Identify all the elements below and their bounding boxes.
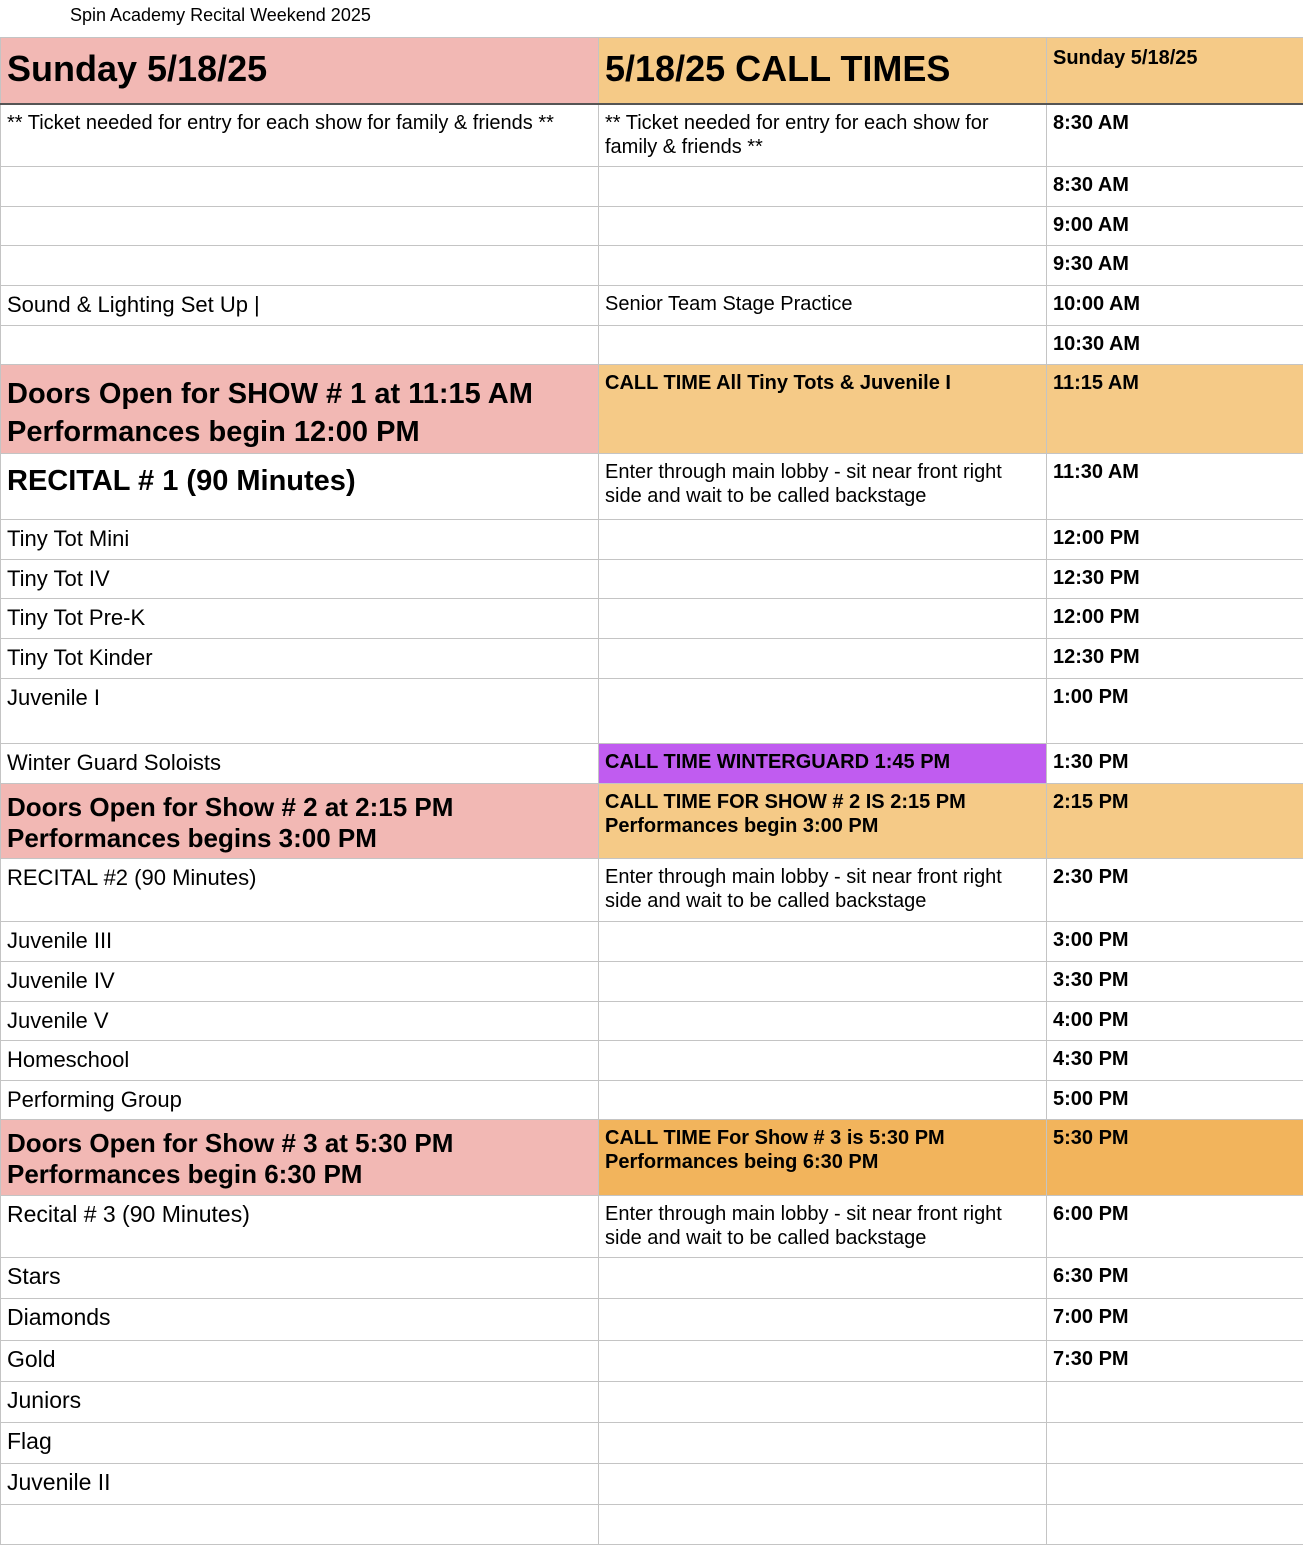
show-3-performances-text: Performances being 6:30 PM	[605, 1150, 1040, 1174]
cell[interactable]: RECITAL #2 (90 Minutes)	[1, 859, 599, 922]
show-3-doors-cell[interactable]	[1, 1120, 599, 1196]
cell[interactable]: Performing Group	[1, 1081, 599, 1120]
table-row	[1, 599, 1303, 639]
cell[interactable]	[1, 246, 599, 286]
time-cell[interactable]: 2:30 PM	[1047, 859, 1303, 922]
time-cell[interactable]: 5:00 PM	[1047, 1081, 1303, 1120]
header-row	[1, 38, 1303, 104]
cell[interactable]: Juniors	[1, 1382, 599, 1423]
show-2-performances-text: Performances begin 3:00 PM	[605, 814, 1040, 838]
show-3-performances-text: Performances begin 6:30 PM	[7, 1159, 592, 1190]
time-cell[interactable]: 8:30 AM	[1047, 104, 1303, 167]
cell[interactable]: ** Ticket needed for entry for each show for family & friends **	[1, 104, 599, 167]
time-cell[interactable]: 7:30 PM	[1047, 1341, 1303, 1382]
cell[interactable]	[1, 207, 599, 246]
sheet-title: Spin Academy Recital Weekend 2025	[70, 4, 371, 36]
time-cell[interactable]	[1047, 1505, 1303, 1545]
cell[interactable]	[599, 1081, 1047, 1120]
cell[interactable]	[1, 167, 599, 207]
header-call-times-cell[interactable]: 5/18/25 CALL TIMES	[599, 38, 1047, 104]
cell[interactable]: ** Ticket needed for entry for each show for family & friends **	[599, 104, 1047, 167]
table-row	[1, 1341, 1303, 1382]
show-1-doors-cell[interactable]	[1, 365, 599, 454]
header-day-cell[interactable]: Sunday 5/18/25	[1, 38, 599, 104]
time-cell[interactable]: 2:15 PM	[1047, 784, 1303, 859]
table-row	[1, 560, 1303, 599]
table-row	[1, 1258, 1303, 1299]
cell[interactable]	[599, 207, 1047, 246]
table-row	[1, 167, 1303, 207]
table-row	[1, 859, 1303, 922]
cell[interactable]: Winter Guard Soloists	[1, 744, 599, 784]
time-cell[interactable]: 9:00 AM	[1047, 207, 1303, 246]
cell[interactable]: Enter through main lobby - sit near front right side and wait to be called backstage	[599, 1196, 1047, 1258]
cell[interactable]: Stars	[1, 1258, 599, 1299]
time-cell[interactable]: 11:30 AM	[1047, 454, 1303, 520]
cell[interactable]: Tiny Tot IV	[1, 560, 599, 599]
table-row	[1, 1464, 1303, 1505]
table-row	[1, 744, 1303, 784]
cell[interactable]	[599, 560, 1047, 599]
cell[interactable]: Homeschool	[1, 1041, 599, 1081]
time-cell[interactable]: 3:30 PM	[1047, 962, 1303, 1002]
winterguard-call-time-cell[interactable]: CALL TIME WINTERGUARD 1:45 PM	[599, 744, 1047, 784]
time-cell[interactable]: 6:30 PM	[1047, 1258, 1303, 1299]
recital-1-cell[interactable]: RECITAL # 1 (90 Minutes)	[1, 454, 599, 520]
table-row	[1, 1382, 1303, 1423]
cell[interactable]	[599, 167, 1047, 207]
cell[interactable]	[599, 1423, 1047, 1464]
show-2-call-time-text: CALL TIME FOR SHOW # 2 IS 2:15 PM	[605, 790, 1040, 814]
cell[interactable]	[599, 1505, 1047, 1545]
show-1-call-time-cell[interactable]: CALL TIME All Tiny Tots & Juvenile I	[599, 365, 1047, 454]
cell[interactable]: Diamonds	[1, 1299, 599, 1341]
show-2-doors-text: Doors Open for Show # 2 at 2:15 PM	[7, 792, 592, 823]
time-cell[interactable]: 10:30 AM	[1047, 326, 1303, 365]
cell[interactable]: Enter through main lobby - sit near front right side and wait to be called backstage	[599, 859, 1047, 922]
section-row-show-3	[1, 1120, 1303, 1196]
table-row	[1, 962, 1303, 1002]
table-row	[1, 1423, 1303, 1464]
table-row	[1, 246, 1303, 286]
cell[interactable]	[599, 1041, 1047, 1081]
table-row	[1, 454, 1303, 520]
table-row	[1, 286, 1303, 326]
time-cell[interactable]: 12:00 PM	[1047, 599, 1303, 639]
show-3-doors-text: Doors Open for Show # 3 at 5:30 PM	[7, 1128, 592, 1159]
cell[interactable]: Tiny Tot Mini	[1, 520, 599, 560]
cell[interactable]	[1, 326, 599, 365]
table-row	[1, 922, 1303, 962]
cell[interactable]	[599, 1258, 1047, 1299]
time-cell[interactable]: 12:30 PM	[1047, 639, 1303, 679]
cell[interactable]: Juvenile I	[1, 679, 599, 744]
cell[interactable]	[599, 639, 1047, 679]
time-cell[interactable]: 10:00 AM	[1047, 286, 1303, 326]
cell[interactable]: Recital # 3 (90 Minutes)	[1, 1196, 599, 1258]
cell[interactable]	[599, 1002, 1047, 1041]
table-row	[1, 1081, 1303, 1120]
table-row	[1, 207, 1303, 246]
time-cell[interactable]: 7:00 PM	[1047, 1299, 1303, 1341]
section-row-show-1	[1, 365, 1303, 454]
cell[interactable]	[599, 1382, 1047, 1423]
cell[interactable]	[599, 520, 1047, 560]
show-1-doors-text: Doors Open for SHOW # 1 at 11:15 AM	[7, 375, 592, 413]
cell[interactable]	[599, 246, 1047, 286]
show-3-call-time-text: CALL TIME For Show # 3 is 5:30 PM	[605, 1126, 1040, 1150]
cell[interactable]: Gold	[1, 1341, 599, 1382]
cell[interactable]	[599, 599, 1047, 639]
cell[interactable]	[1, 1505, 599, 1545]
cell[interactable]: Tiny Tot Pre-K	[1, 599, 599, 639]
cell[interactable]: Juvenile V	[1, 1002, 599, 1041]
time-cell[interactable]: 9:30 AM	[1047, 246, 1303, 286]
cell[interactable]	[599, 1464, 1047, 1505]
time-cell[interactable]: 12:00 PM	[1047, 520, 1303, 560]
cell[interactable]	[599, 922, 1047, 962]
table-row	[1, 1196, 1303, 1258]
table-row	[1, 639, 1303, 679]
time-cell[interactable]: 1:00 PM	[1047, 679, 1303, 744]
cell[interactable]	[599, 1341, 1047, 1382]
cell[interactable]: Juvenile IV	[1, 962, 599, 1002]
cell[interactable]: Juvenile II	[1, 1464, 599, 1505]
time-cell[interactable]: 12:30 PM	[1047, 560, 1303, 599]
time-cell[interactable]: 11:15 AM	[1047, 365, 1303, 454]
header-day-cell-2[interactable]: Sunday 5/18/25	[1047, 38, 1303, 104]
show-1-performances-text: Performances begin 12:00 PM	[7, 413, 592, 451]
time-cell[interactable]: 8:30 AM	[1047, 167, 1303, 207]
cell[interactable]: Enter through main lobby - sit near front right side and wait to be called backstage	[599, 454, 1047, 520]
section-row-show-2	[1, 784, 1303, 859]
cell[interactable]	[599, 962, 1047, 1002]
time-cell[interactable]: 4:30 PM	[1047, 1041, 1303, 1081]
show-3-call-time-cell[interactable]	[599, 1120, 1047, 1196]
schedule-table	[0, 37, 1303, 1545]
time-cell[interactable]	[1047, 1423, 1303, 1464]
time-cell[interactable]: 6:00 PM	[1047, 1196, 1303, 1258]
show-2-performances-text: Performances begins 3:00 PM	[7, 823, 592, 854]
cell[interactable]	[599, 679, 1047, 744]
table-row	[1, 1505, 1303, 1545]
table-row	[1, 520, 1303, 560]
cell[interactable]: Juvenile III	[1, 922, 599, 962]
time-cell[interactable]: 1:30 PM	[1047, 744, 1303, 784]
show-2-call-time-cell[interactable]	[599, 784, 1047, 859]
cell[interactable]	[599, 326, 1047, 365]
cell[interactable]	[599, 1299, 1047, 1341]
table-row	[1, 679, 1303, 744]
table-row	[1, 326, 1303, 365]
time-cell[interactable]: 4:00 PM	[1047, 1002, 1303, 1041]
cell[interactable]: Senior Team Stage Practice	[599, 286, 1047, 326]
cell[interactable]: Sound & Lighting Set Up |	[1, 286, 599, 326]
table-row	[1, 104, 1303, 167]
table-row	[1, 1299, 1303, 1341]
table-row	[1, 1041, 1303, 1081]
time-cell[interactable]	[1047, 1464, 1303, 1505]
time-cell[interactable]	[1047, 1382, 1303, 1423]
cell[interactable]: Flag	[1, 1423, 599, 1464]
cell[interactable]: Tiny Tot Kinder	[1, 639, 599, 679]
table-row	[1, 1002, 1303, 1041]
time-cell[interactable]: 5:30 PM	[1047, 1120, 1303, 1196]
show-2-doors-cell[interactable]	[1, 784, 599, 859]
time-cell[interactable]: 3:00 PM	[1047, 922, 1303, 962]
